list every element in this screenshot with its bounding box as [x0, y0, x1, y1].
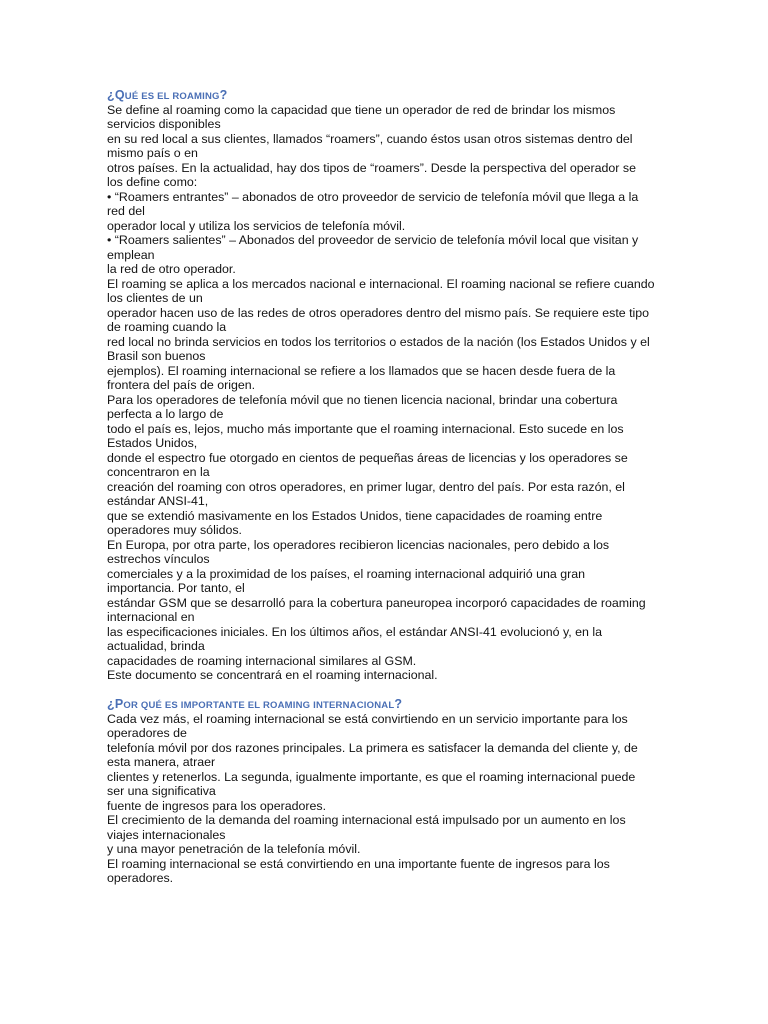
- text-line: otros países. En la actualidad, hay dos tipos de “roamers”. Desde la perspectiva del operador se: [107, 160, 636, 175]
- text-line: frontera del país de origen.: [107, 378, 256, 392]
- text-line: Este documento se concentrará en el roaming internacional.: [107, 668, 438, 682]
- text-line: en su red local a sus clientes, llamados “roamers”, cuando éstos usan otros sistemas dentro del: [107, 131, 633, 146]
- section-heading-por-que-es-importante: [107, 697, 667, 712]
- section-heading-que-es-el-roaming: [107, 88, 667, 103]
- text-line: Estados Unidos,: [107, 436, 198, 450]
- text-line: El roaming se aplica a los mercados nacional e internacional. El roaming nacional se refiere cuando: [107, 276, 655, 291]
- text-line: donde el espectro fue otorgado en cientos de pequeñas áreas de licencias y los operadores se: [107, 450, 628, 465]
- section-body-por-que-es-importante: [107, 712, 667, 886]
- text-line: esta manera, atraer: [107, 755, 216, 769]
- text-line: estándar GSM que se desarrolló para la cobertura paneuropea incorporó capacidades de roaming: [107, 595, 646, 610]
- heading-small-2: ROAMING INTERNACIONAL: [262, 700, 395, 711]
- heading-q-close: ?: [219, 88, 228, 102]
- text-line: operadores de: [107, 726, 187, 740]
- text-line: El crecimiento de la demanda del roaming internacional está impulsado por un aumento en los: [107, 813, 626, 827]
- text-line: actualidad, brinda: [107, 639, 205, 653]
- text-line: Brasil son buenos: [107, 349, 206, 363]
- text-line: servicios disponibles: [107, 117, 221, 131]
- heading-q-open: ¿P: [107, 697, 124, 711]
- text-line: que se extendió masivamente en los Estados Unidos, tiene capacidades de roaming entre: [107, 508, 603, 523]
- text-line: Cada vez más, el roaming internacional se está convirtiendo en un servicio importante para los: [107, 711, 628, 726]
- text-line: perfecta a lo largo de: [107, 407, 224, 421]
- text-line: En Europa, por otra parte, los operadores recibieron licencias nacionales, pero debido a los: [107, 537, 610, 552]
- text-line: Se define al roaming como la capacidad que tiene un operador de red de brindar los mismos: [107, 102, 616, 117]
- text-line: todo el país es, lejos, mucho más importante que el roaming internacional. Esto sucede en los: [107, 421, 624, 436]
- text-line: • “Roamers salientes” – Abonados del proveedor de servicio de telefonía móvil local que visitan y: [107, 233, 639, 247]
- text-line: operadores.: [107, 871, 174, 885]
- heading-q-open: ¿Q: [107, 88, 125, 102]
- text-line: la red de otro operador.: [107, 262, 236, 276]
- text-line: red local no brinda servicios en todos los territorios o estados de la nación (los Estados Unidos y el: [107, 334, 650, 349]
- text-line: capacidades de roaming internacional similares al GSM.: [107, 653, 417, 668]
- text-line: El roaming internacional se está convirtiendo en una importante fuente de ingresos para los: [107, 856, 610, 871]
- section-gap: [107, 683, 667, 698]
- text-line: Para los operadores de telefonía móvil que no tienen licencia nacional, brindar una cobertura: [107, 392, 618, 407]
- text-line: comerciales y a la proximidad de los países, el roaming internacional adquirió una gran: [107, 566, 585, 581]
- text-line: red del: [107, 204, 145, 218]
- text-line: operador hacen uso de las redes de otros operadores dentro del mismo país. Se requiere este tipo: [107, 305, 650, 320]
- text-line: importancia. Por tanto, el: [107, 581, 245, 595]
- text-line: mismo país o en: [107, 146, 198, 160]
- text-line: ejemplos). El roaming internacional se refiere a los llamados que se hacen desde fuera de la: [107, 363, 616, 378]
- text-line: las especificaciones iniciales. En los últimos años, el estándar ANSI-41 evolucionó y, en la: [107, 624, 602, 639]
- text-line: fuente de ingresos para los operadores.: [107, 798, 327, 813]
- heading-small-2: ROAMING: [172, 91, 220, 102]
- text-line: estrechos vínculos: [107, 552, 210, 566]
- text-line: emplean: [107, 247, 155, 262]
- text-line: ser una significativa: [107, 784, 216, 798]
- text-line: los define como:: [107, 175, 198, 189]
- text-line: • “Roamers entrantes” – abonados de otro proveedor de servicio de telefonía móvil que llega a la: [107, 189, 639, 204]
- text-line: clientes y retenerlos. La segunda, igualmente importante, es que el roaming internacional puede: [107, 769, 636, 784]
- document-page: [107, 88, 667, 886]
- text-line: estándar ANSI-41,: [107, 494, 209, 508]
- section-body-que-es-el-roaming: [107, 103, 667, 683]
- text-line: telefonía móvil por dos razones principales. La primera es satisfacer la demanda del cliente y, de: [107, 740, 638, 755]
- text-line: concentraron en la: [107, 465, 210, 479]
- text-line: internacional en: [107, 610, 195, 624]
- heading-q-close: ?: [394, 697, 403, 711]
- heading-small-1: UÉ ES EL: [124, 91, 173, 102]
- text-line: operadores muy sólidos.: [107, 523, 242, 537]
- text-line: operador local y utiliza los servicios de telefonía móvil.: [107, 218, 406, 233]
- text-line: creación del roaming con otros operadores, en primer lugar, dentro del país. Por esta razón, el: [107, 479, 625, 494]
- heading-small-1: OR QUÉ ES IMPORTANTE EL: [123, 700, 263, 711]
- text-line: de roaming cuando la: [107, 320, 227, 334]
- text-line: los clientes de un: [107, 291, 203, 305]
- text-line: y una mayor penetración de la telefonía móvil.: [107, 842, 361, 856]
- text-line: viajes internacionales: [107, 827, 226, 842]
